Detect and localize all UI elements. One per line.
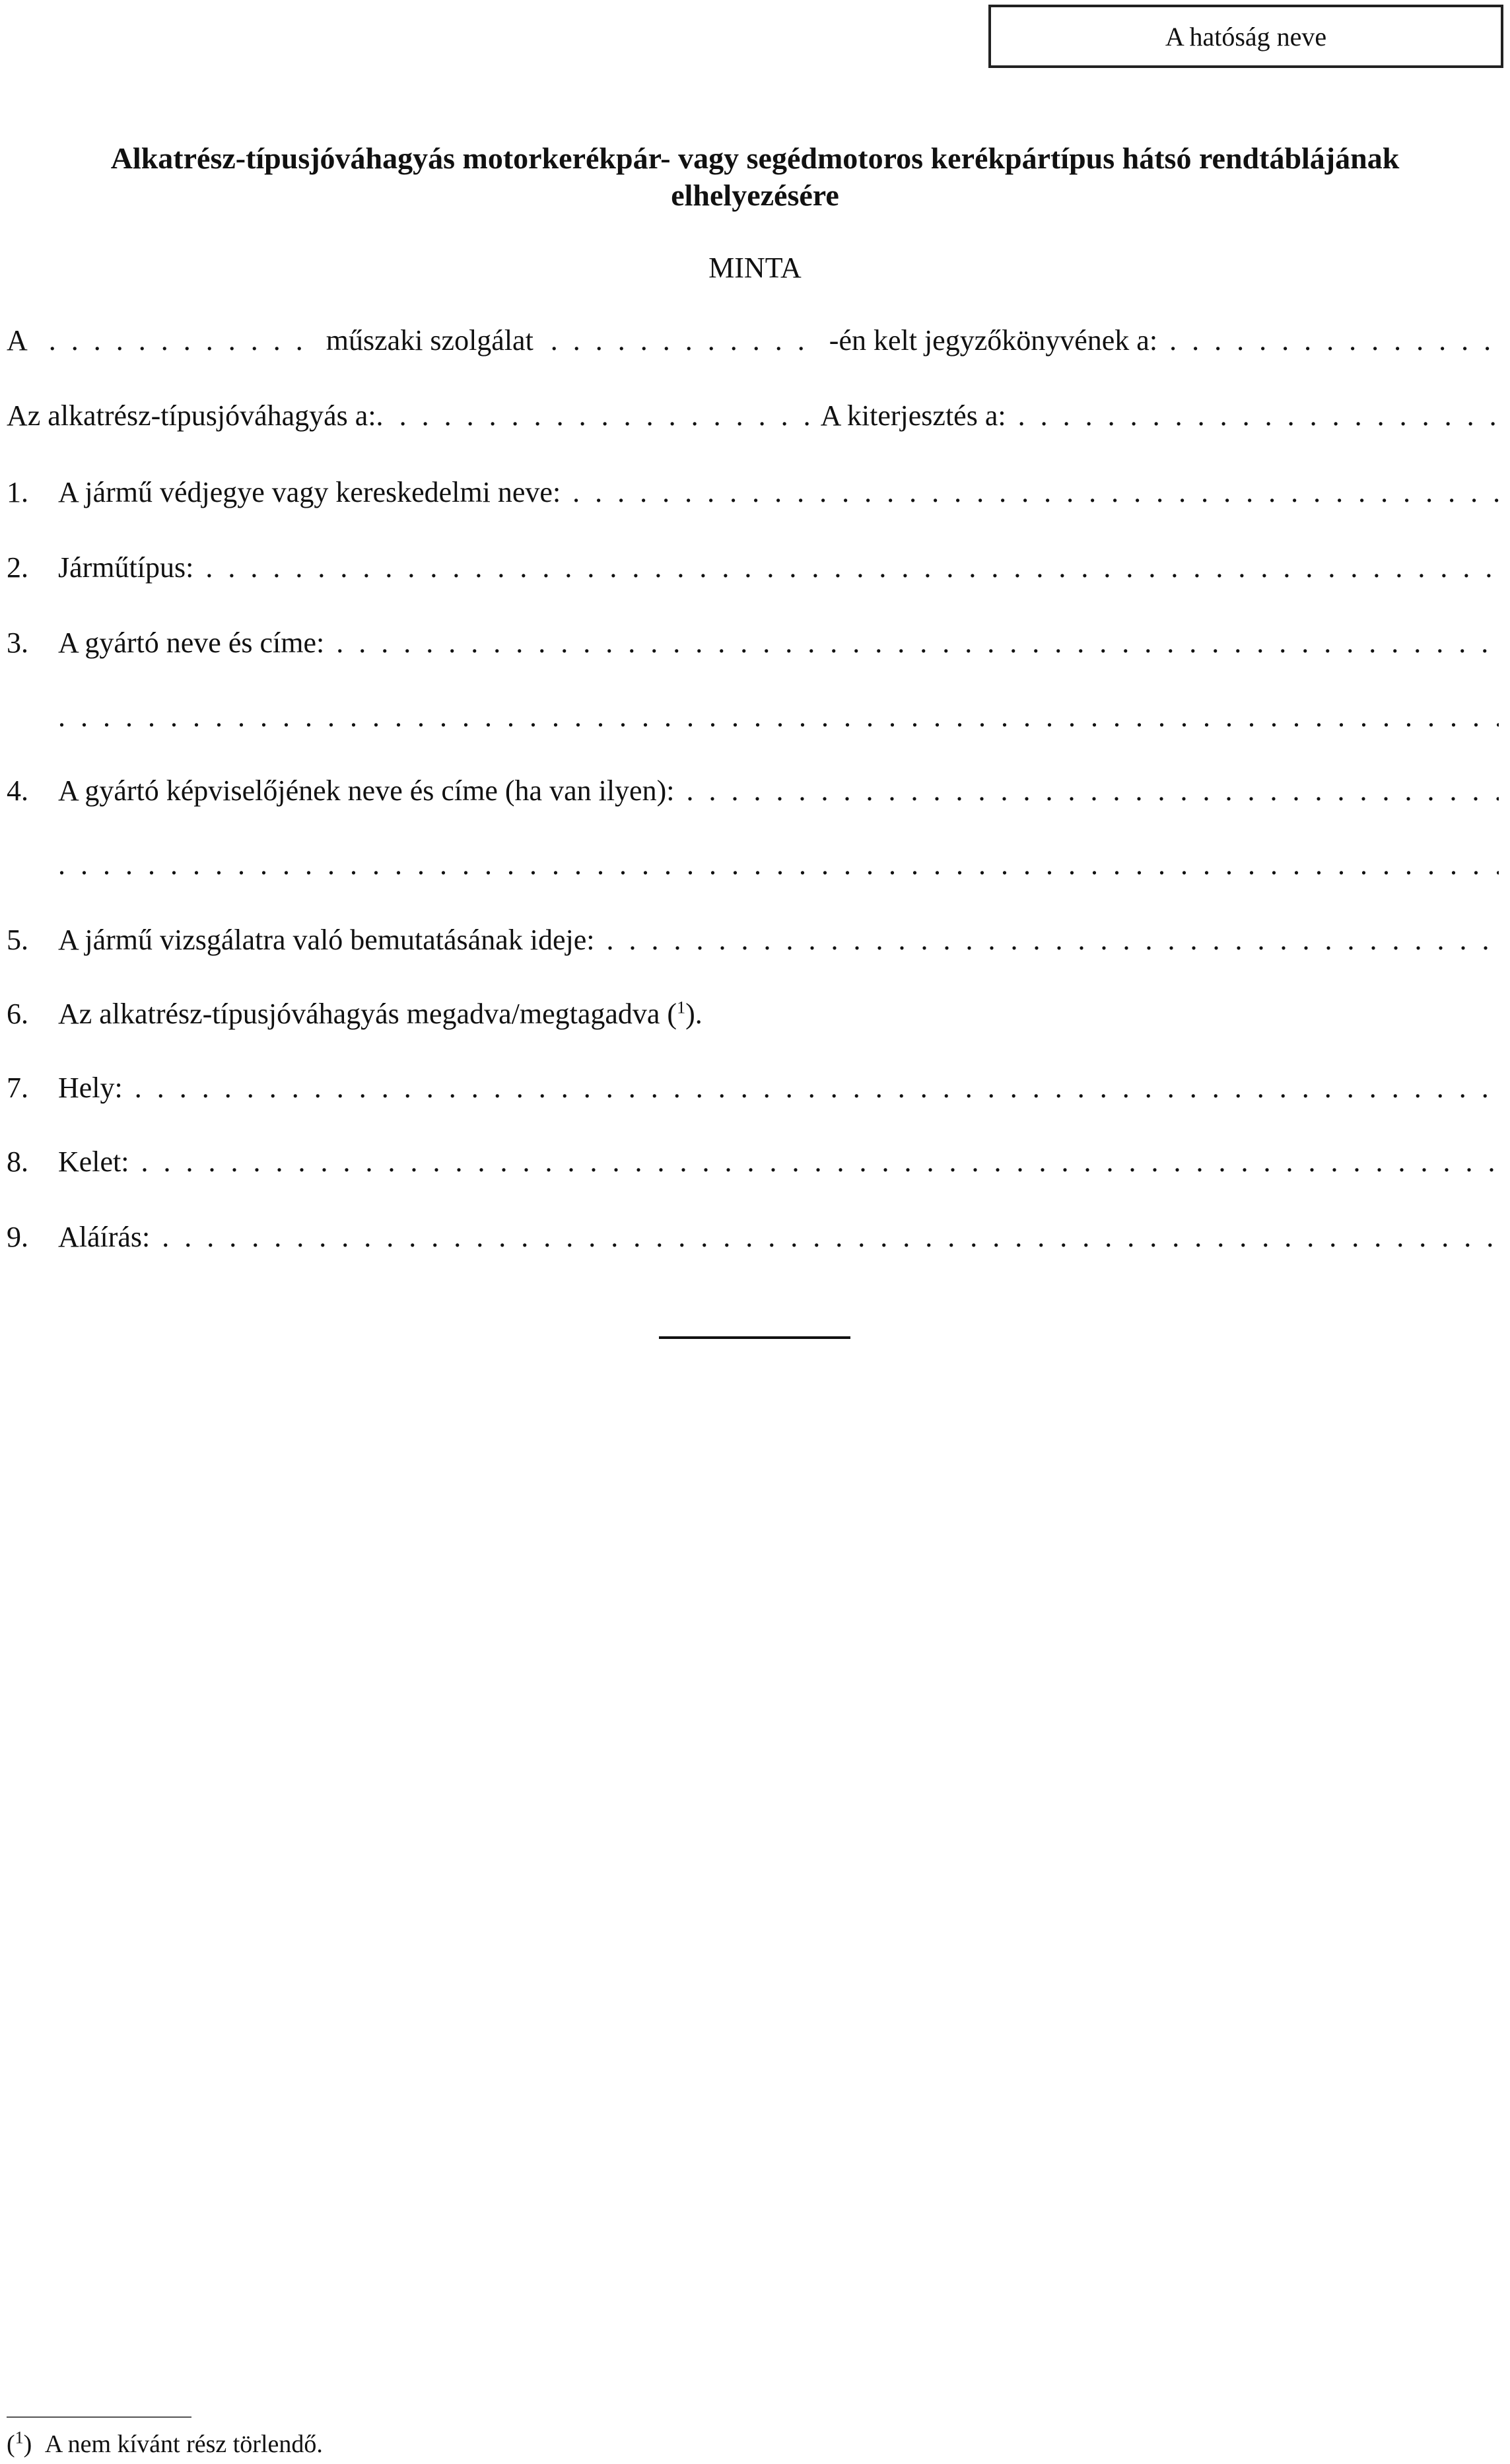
footnote-reference[interactable]: 1 [677, 998, 686, 1017]
trade-name-field[interactable] [572, 473, 1499, 512]
header-row-report [7, 321, 1499, 360]
form-item-4 [7, 771, 1499, 811]
item-number: 3. [7, 627, 28, 659]
extension-number-field[interactable] [1018, 396, 1499, 436]
item-number: 4. [7, 774, 28, 807]
technical-service-field[interactable] [49, 321, 313, 360]
item-number: 7. [7, 1072, 28, 1104]
footnote-text: A nem kívánt rész törlendő. [44, 2430, 323, 2458]
item-label [58, 994, 703, 1034]
item-label: Aláírás: [58, 1221, 151, 1253]
form-item-5 [7, 920, 1499, 960]
report-label: -én kelt jegyzőkönyvének a: [829, 324, 1158, 357]
item-label-text: Az alkatrész-típusjóváhagyás megadva/megtagadva ( [58, 998, 677, 1030]
submission-date-field[interactable] [606, 920, 1499, 960]
authority-name-box: A hatóság neve [988, 5, 1503, 68]
item-number: 6. [7, 998, 28, 1030]
item-number: 8. [7, 1146, 28, 1178]
date-field[interactable] [141, 1142, 1499, 1182]
form-item-3 [7, 623, 1499, 663]
manufacturer-field-line-2[interactable] [58, 697, 1499, 737]
report-date-field[interactable] [551, 321, 815, 360]
footnote [7, 2430, 323, 2459]
form-item-8 [7, 1142, 1499, 1182]
footnote-marker: ($^1$) [7, 2428, 32, 2458]
item-label: A gyártó képviselőjének neve és címe (ha van ilyen): [58, 774, 675, 807]
item-number: 1. [7, 476, 28, 508]
form-item-3-continuation [7, 697, 1499, 737]
form-item-9 [7, 1217, 1499, 1257]
header-row-approval [7, 396, 1499, 436]
item-number: 2. [7, 551, 28, 584]
form-item-2 [7, 548, 1499, 588]
approval-number-field[interactable] [399, 396, 809, 436]
extension-number-label: A kiterjesztés a: [820, 399, 1006, 432]
report-number-field[interactable] [1169, 321, 1499, 360]
place-field[interactable] [135, 1068, 1499, 1108]
representative-field-line-2[interactable] [58, 845, 1499, 885]
manufacturer-field[interactable] [336, 623, 1499, 663]
item-label-after: ). [685, 998, 703, 1030]
form-item-4-continuation [7, 845, 1499, 885]
item-label: A gyártó neve és címe: [58, 627, 325, 659]
technical-service-label: műszaki szolgálat [326, 324, 533, 357]
item-label: Járműtípus: [58, 551, 194, 584]
form-item-1 [7, 473, 1499, 512]
form-item-6 [7, 994, 1499, 1034]
representative-field[interactable] [686, 771, 1499, 811]
section-divider [659, 1336, 850, 1339]
footnote-divider [7, 2416, 191, 2418]
item-label: Hely: [58, 1072, 123, 1104]
item-label: A jármű védjegye vagy kereskedelmi neve: [58, 476, 561, 508]
form-item-7 [7, 1068, 1499, 1108]
document-subtitle: MINTA [708, 252, 802, 284]
approval-number-label: Az alkatrész-típusjóváhagyás a:. [7, 399, 384, 432]
vehicle-type-field[interactable] [205, 548, 1499, 588]
item-number: 5. [7, 924, 28, 956]
header-a-label: A [7, 324, 28, 357]
signature-field[interactable] [162, 1217, 1499, 1257]
document-title: Alkatrész-típusjóváhagyás motorkerékpár- vagy segédmotoros kerékpártípus hátsó rendtáblájának elhelyezésére [110, 141, 1400, 212]
item-number: 9. [7, 1221, 28, 1253]
item-label: Kelet: [58, 1146, 129, 1178]
item-label: A jármű vizsgálatra való bemutatásának ideje: [58, 924, 595, 956]
